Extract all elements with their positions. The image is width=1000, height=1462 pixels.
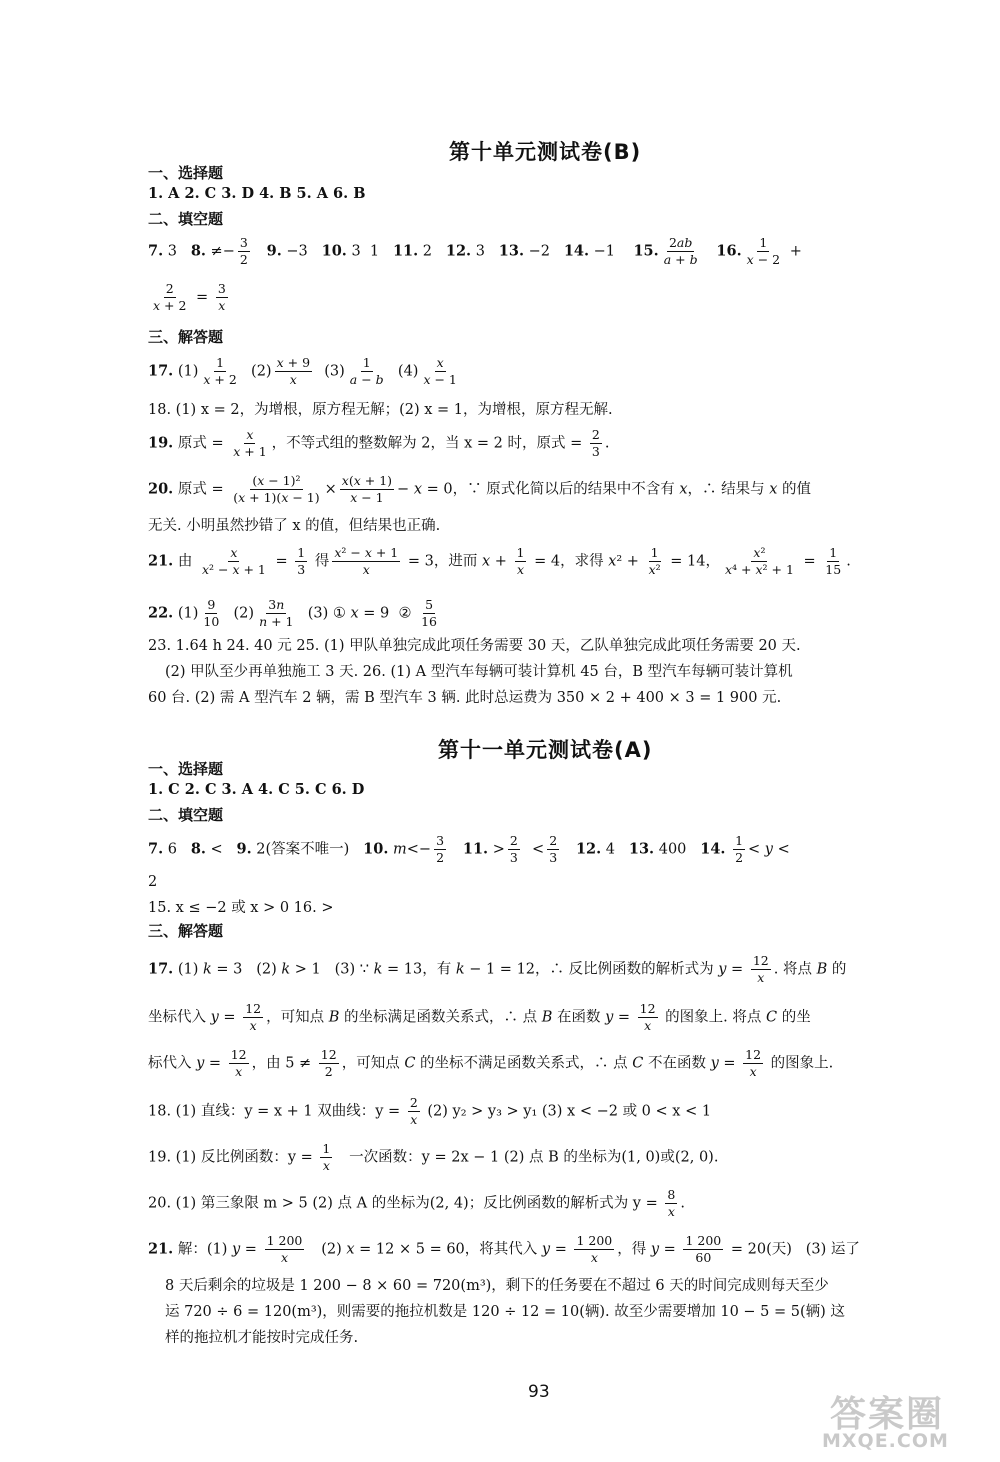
unit10-q17: 17. (1) $\frac{1}{x + 2}$ (2) $\frac{x + 9}{x}$ (3) $\frac{1}{a - b}$ (4) $\frac{x}{x - 1}$ bbox=[148, 355, 457, 387]
unit10-fill-answers-1: 7. 3 8. ≠− $\frac{3}{2}$ 9. −3 10. 3 1 11. 2 12. 3 13. −2 14. −1 15. $\frac{2ab}{a + b}$ 16. $\frac{1}{x - 2}$ + bbox=[148, 235, 802, 267]
unit11-fill-answers-1: 7. 6 8. < 9. 2(答案不唯一) 10. m<− $\frac{3}{2}$ 11. > $\frac{2}{3}$ < $\frac{2}{3}$ 12. 4 13. 400 14. $\frac{1}{2}$ < y < bbox=[148, 833, 790, 865]
unit10-q23-line1: 23. 1.64 h 24. 40 元 25. (1) 甲队单独完成此项任务需要 30 天，乙队单独完成此项任务需要 20 天. bbox=[148, 638, 801, 654]
unit11-q17-line2: 坐标代入 y = $\frac{12}{x}$ ，可知点 B 的坐标满足函数关系式，∴ 点 B 在函数 y = $\frac{12}{x}$ 的图象上. 将点 C 的坐 bbox=[148, 1001, 811, 1033]
unit11-q17-line3: 标代入 y = $\frac{12}{x}$ ，由 5 ≠ $\frac{12}{2}$ ，可知点 C 的坐标不满足函数关系式，∴ 点 C 不在函数 y = $\frac{12}{x}$ 的图象上. bbox=[148, 1047, 834, 1079]
unit11-q21-line2: 8 天后剩余的垃圾是 1 200 − 8 × 60 = 720(m³)，剩下的任务要在不超过 6 天的时间完成则每天至少 bbox=[165, 1278, 829, 1294]
unit10-fill-heading: 二、填空题 bbox=[148, 210, 224, 228]
watermark-bottom: MXQE.COM bbox=[822, 1430, 949, 1452]
unit11-fill-answers-3: 15. x ≤ −2 或 x > 0 16. > bbox=[148, 900, 334, 916]
unit11-q20-text: 20. (1) 第三象限 m > 5 (2) 点 A 的坐标为(2, 4)；反比例函数的解析式为 y = bbox=[148, 1195, 658, 1212]
unit10-q18: 18. (1) x = 2，为增根，原方程无解；(2) x = 1，为增根，原方程无解. bbox=[148, 402, 613, 418]
unit11-q19-text-b: 一次函数：y = 2x − 1 (2) 点 B 的坐标为(1, 0)或(2, 0). bbox=[349, 1149, 719, 1166]
page-number: 93 bbox=[528, 1382, 550, 1402]
unit11-q21-line1: 21. 解：(1) y = $\frac{1 200}{x}$ (2) x = 12 × 5 = 60，将其代入 y = $\frac{1 200}{x}$ ，得 y = $\frac{1 200}{60}$ = 20(天) (3) 运了 bbox=[148, 1233, 860, 1265]
unit11-q21-line3: 运 720 ÷ 6 = 120(m³)，则需要的拖拉机数是 120 ÷ 12 = 10(辆). 故至少需要增加 10 − 5 = 5(辆) 这 bbox=[165, 1304, 845, 1320]
unit10-q22: 22. (1) $\frac{9}{10}$ (2) $\frac{3n}{n + 1}$ (3) ① x = 9 ② $\frac{5}{16}$ bbox=[148, 597, 437, 629]
watermark-top: 答案圈 bbox=[830, 1394, 945, 1435]
unit10-q21: 21. 由 $\frac{x}{\text{x² − x + 1}}$ = $\frac{1}{3}$ 得 $\frac{\text{x² − x + 1}}{x}$ = 3，进而 x + $\frac{1}{x}$ = 4，求得 x² + $\frac{1}{\text{x²}}$ = 14， $\frac{\text{x²}}{\text{x⁴ + x² + 1}}$ = $\frac{1}{15}$ . bbox=[148, 545, 851, 577]
unit10-q23-line2: (2) 甲队至少再单独施工 3 天. 26. (1) A 型汽车每辆可装计算机 45 台，B 型汽车每辆可装计算机 bbox=[165, 664, 793, 680]
unit11-q18-text-a: 18. (1) 直线：y = x + 1 双曲线：y = bbox=[148, 1103, 401, 1120]
unit11-solve-heading: 三、解答题 bbox=[148, 922, 224, 940]
unit10-q19: 19. 原式 = $\frac{x}{x + 1}$ ，不等式组的整数解为 2，当 x = 2 时，原式 = $\frac{2}{3}$ . bbox=[148, 427, 610, 459]
unit11-fill-answers-2: 2 bbox=[148, 874, 158, 890]
unit11-q21-line4: 样的拖拉机才能按时完成任务. bbox=[165, 1330, 359, 1346]
unit10-q23-line3: 60 台. (2) 需 A 型汽车 2 辆，需 B 型汽车 3 辆. 此时总运费为 350 × 2 + 400 × 3 = 1 900 元. bbox=[148, 690, 782, 706]
unit10-choice-answers: 1. A 2. C 3. D 4. B 5. A 6. B bbox=[148, 185, 366, 202]
unit10-q20-cont: 无关. 小明虽然抄错了 x 的值，但结果也正确. bbox=[148, 518, 441, 534]
unit11-fill-heading: 二、填空题 bbox=[148, 806, 224, 824]
watermark-logo bbox=[822, 1386, 987, 1456]
unit11-q20: 20. (1) 第三象限 m > 5 (2) 点 A 的坐标为(2, 4)；反比例函数的解析式为 y = $\frac{8}{x}$ . bbox=[148, 1187, 685, 1219]
unit10-q19-text: ，不等式组的整数解为 2，当 x = 2 时，原式 = bbox=[271, 435, 583, 452]
unit11-q18: 18. (1) 直线：y = x + 1 双曲线：y = $\frac{2}{x}$ (2) y₂ > y₃ > y₁ (3) x < −2 或 0 < x < 1 bbox=[148, 1095, 712, 1127]
unit10-q20: 20. 原式 = $\frac{\text{(x − 1)²}}{(x + 1)(x - 1)}$ × $\frac{x(x + 1)}{x - 1}$ − x = 0，∵ 原式化简以后的结果中不含有 x，∴ 结果与 x 的值 bbox=[148, 473, 812, 505]
unit11-q19: 19. (1) 反比例函数：y = $\frac{1}{x}$ 一次函数：y = 2x − 1 (2) 点 B 的坐标为(1, 0)或(2, 0). bbox=[148, 1141, 719, 1173]
unit11-q17-line1: 17. (1) k = 3 (2) k > 1 (3) ∵ k = 13，有 k − 1 = 12，∴ 反比例函数的解析式为 y = $\frac{12}{x}$ . 将点 B 的 bbox=[148, 953, 847, 985]
unit10-title: 第十单元测试卷(B) bbox=[449, 140, 642, 164]
unit11-q19-text-a: 19. (1) 反比例函数：y = bbox=[148, 1149, 313, 1166]
unit11-choice-heading: 一、选择题 bbox=[148, 760, 224, 778]
unit10-choice-heading: 一、选择题 bbox=[148, 164, 224, 182]
unit10-solve-heading: 三、解答题 bbox=[148, 328, 224, 346]
unit10-fill-answers-2: $\frac{2}{x + 2}$ = $\frac{3}{x}$ bbox=[153, 281, 226, 313]
unit11-choice-answers: 1. C 2. C 3. A 4. C 5. C 6. D bbox=[148, 781, 365, 798]
unit11-q18-text-b: (2) y₂ > y₃ > y₁ (3) x < −2 或 0 < x < 1 bbox=[427, 1103, 712, 1120]
unit11-title: 第十一单元测试卷(A) bbox=[438, 738, 653, 762]
